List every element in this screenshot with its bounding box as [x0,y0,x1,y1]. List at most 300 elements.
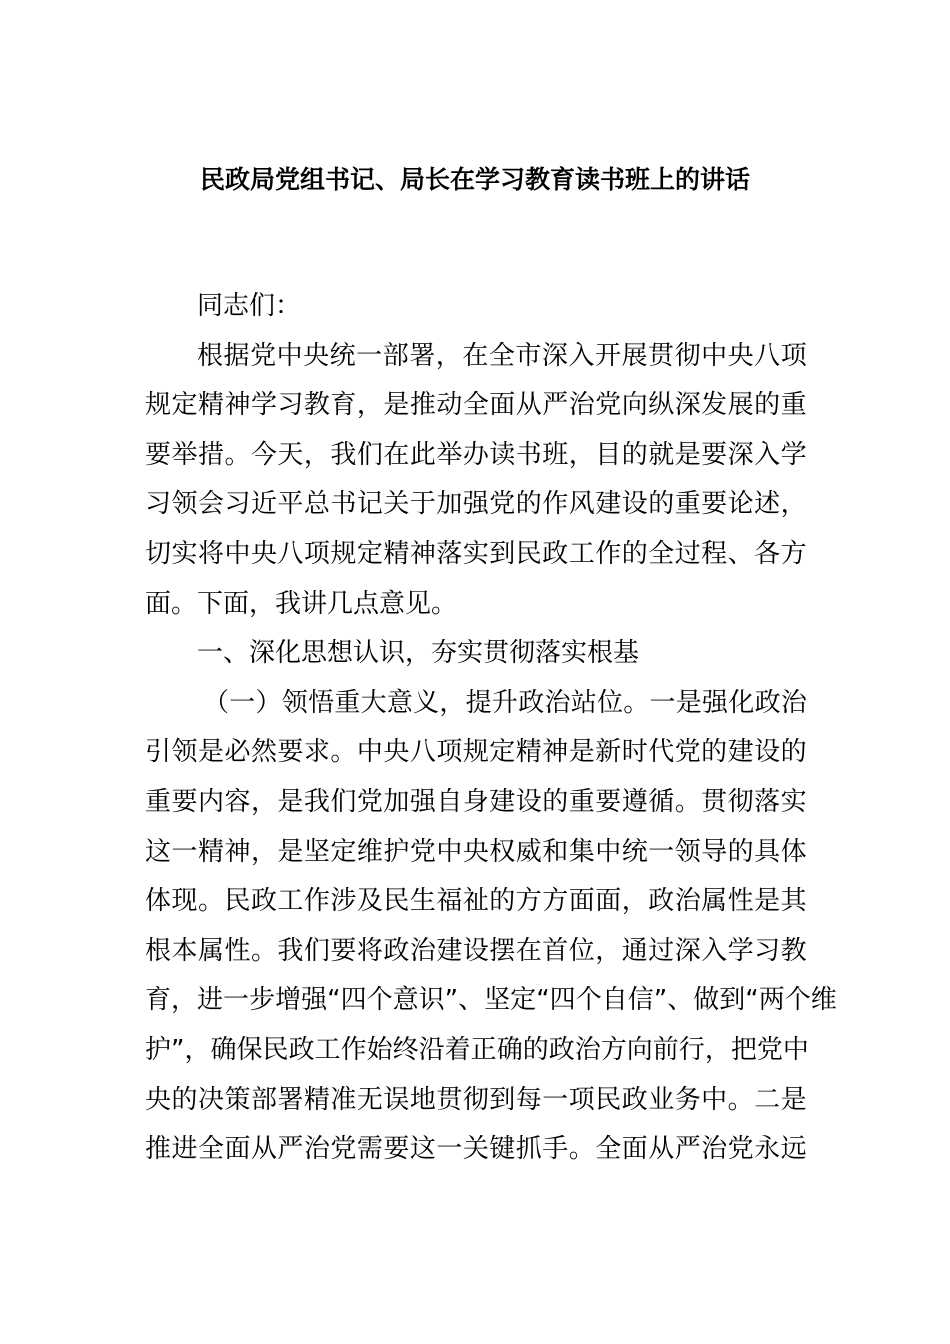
text-char: ， [439,687,466,718]
text-char: 属 [701,886,728,917]
text-char: 治 [303,1134,330,1165]
paragraph-line [145,381,807,431]
text-char: 抓 [515,1134,542,1165]
text-char: 属 [197,935,224,966]
text-char: 书 [515,439,542,470]
text-char: 的 [621,439,648,470]
text-char: ， [435,340,462,371]
text-char: 在 [462,340,489,371]
text-char: 意 [386,687,413,718]
text-char: 推 [145,1134,172,1165]
text-char: 实 [780,786,807,817]
text-char: 治 [409,935,436,966]
text-char: 今 [250,439,277,470]
text-char: 大 [360,687,387,718]
paragraph-line [145,728,807,778]
text-char: 一 [542,1084,569,1115]
text-char: 识 [418,985,445,1016]
text-char: 记 [356,489,383,520]
text-char: 治 [568,390,595,421]
text-char: 项 [568,1084,595,1115]
text-char: 关 [462,1134,489,1165]
text-char: 重 [568,786,595,817]
text-char: 护 [145,1034,172,1065]
text-char: 是 [675,687,702,718]
text-char: 的 [648,489,675,520]
text-char: 党 [674,737,701,768]
text-char: 央 [462,836,489,867]
text-char: 举 [171,439,198,470]
text-char: 工 [568,538,595,569]
text-char: 要 [277,737,304,768]
text-char: 祉 [462,886,489,917]
text-char: 增 [275,985,302,1016]
text-char: 此 [409,439,436,470]
text-char: 育 [145,985,172,1016]
text-char: 习 [224,489,251,520]
text-char: 要 [701,439,728,470]
text-char: 要 [701,489,728,520]
text-char: 入 [701,935,728,966]
text-char: 重 [334,687,361,718]
text-char: 涉 [330,886,357,917]
text-char: 贯 [701,786,728,817]
text-char: ， [250,836,277,867]
text-char: 八 [409,737,436,768]
text-char: 性 [727,886,754,917]
text-char: 习 [754,935,781,966]
text-char: 中 [276,340,303,371]
text-char: 。 [623,687,650,718]
text-char: 确 [210,1034,237,1065]
text-char: 业 [648,1084,675,1115]
text-char: 项 [780,340,807,371]
text-char: “ [327,985,341,1016]
text-char: 央 [145,1084,172,1115]
text-char: 党 [489,489,516,520]
text-char: 严 [277,1134,304,1165]
text-char: ， [303,439,330,470]
text-char: 是 [277,836,304,867]
text-char: 是 [197,737,224,768]
text-char: 建 [489,786,516,817]
text-char: 的 [171,1084,198,1115]
text-char: 个 [784,985,811,1016]
text-char: 建 [436,935,463,966]
text-char: 程 [701,538,728,569]
text-char: 重 [780,390,807,421]
text-char: 实 [462,538,489,569]
text-char: 政 [621,1084,648,1115]
text-char: 党 [409,836,436,867]
text-char: 党 [356,786,383,817]
text-char: 无 [356,1084,383,1115]
text-char: 维 [810,985,837,1016]
text-char: 悟 [308,687,335,718]
text-char: 每 [515,1084,542,1115]
text-char: 政 [754,687,781,718]
text-char: 党 [330,1134,357,1165]
section-heading: 一、深化思想认识，夯实贯彻落实根基 [197,638,640,669]
text-char: 是 [780,1084,807,1115]
document-title: 民政局党组书记、局长在学习教育读书班上的讲话 [199,165,750,194]
text-char: “ [536,985,550,1016]
paragraph-line [145,480,807,530]
text-char: 关 [383,489,410,520]
text-char: 误 [383,1084,410,1115]
text-char: 沿 [418,1034,445,1065]
text-char: 天 [277,439,304,470]
text-char: 设 [462,935,489,966]
text-char: 、 [458,985,485,1016]
text-char: 各 [754,538,781,569]
text-char: 循 [648,786,675,817]
text-char: 着 [444,1034,471,1065]
text-char: 定 [171,390,198,421]
text-char: 民 [383,886,410,917]
text-char: 一 [649,687,676,718]
text-char: ， [704,1034,731,1065]
paragraph-line [145,1125,807,1175]
text-char: 将 [356,935,383,966]
text-char: 建 [595,489,622,520]
text-char: 务 [674,1084,701,1115]
text-char: 习 [145,489,172,520]
text-char: 精 [303,1084,330,1115]
text-char: 二 [754,1084,781,1115]
text-char: 四 [549,985,576,1016]
text-char: 贯 [648,340,675,371]
text-char: 。 [568,1134,595,1165]
text-char: 工 [314,1034,341,1065]
text-char: 容 [224,786,251,817]
paragraph-line [145,778,807,828]
text-char: 终 [392,1034,419,1065]
text-char: 是 [754,886,781,917]
text-char: 规 [145,390,172,421]
text-char: 强 [301,985,328,1016]
text-char: 贯 [436,1084,463,1115]
text-char: 规 [462,737,489,768]
text-char: 部 [382,340,409,371]
text-char: 步 [249,985,276,1016]
text-char: 将 [197,538,224,569]
text-char: 强 [462,489,489,520]
text-char: 。 [674,786,701,817]
text-char: 策 [224,1084,251,1115]
text-char: 内 [197,786,224,817]
text-char: 作 [595,538,622,569]
text-char: 们 [303,935,330,966]
text-char: 义 [413,687,440,718]
text-char: 中 [701,340,728,371]
text-char: 护 [383,836,410,867]
text-char: 体 [780,836,807,867]
text-char: 中 [224,538,251,569]
text-char: 政 [648,886,675,917]
text-char: 民 [595,1084,622,1115]
text-char: 班 [542,439,569,470]
text-char: ， [595,935,622,966]
text-char: ” [653,985,668,1016]
text-char: 办 [462,439,489,470]
text-char: 必 [224,737,251,768]
text-char: 保 [236,1034,263,1065]
text-char: 彻 [727,786,754,817]
text-char: 党 [756,1034,783,1065]
text-char: 手 [542,1134,569,1165]
text-char: 然 [250,737,277,768]
text-char: 神 [224,836,251,867]
text-char: 在 [515,935,542,966]
text-char: 是 [568,737,595,768]
text-char: 党 [250,340,277,371]
text-char: 设 [515,786,542,817]
text-char: 要 [171,786,198,817]
text-char: 和 [542,836,569,867]
text-char: 署 [277,1084,304,1115]
text-char: 重 [674,489,701,520]
text-char: 性 [224,935,251,966]
text-char: 强 [409,786,436,817]
text-char: 行 [678,1034,705,1065]
text-char: 党 [727,1134,754,1165]
text-char: 治 [544,687,571,718]
text-char: 全 [648,538,675,569]
text-char: 治 [574,1034,601,1065]
text-char: 面 [621,1134,648,1165]
text-char: ， [356,390,383,421]
text-char: 领 [281,687,308,718]
paragraph-line [145,828,807,878]
text-char: 。 [224,439,251,470]
text-char: 其 [780,886,807,917]
subsection-line [145,679,807,729]
text-char: 政 [288,1034,315,1065]
text-char: 全 [197,1134,224,1165]
text-char: 维 [356,836,383,867]
text-char: 建 [727,737,754,768]
text-char: 地 [409,1084,436,1115]
text-char: 于 [409,489,436,520]
text-char: 总 [303,489,330,520]
text-char: 进 [171,1134,198,1165]
text-char: 定 [489,737,516,768]
text-char: 。 [727,1084,754,1115]
text-char: ， [184,1034,211,1065]
text-char: 落 [436,538,463,569]
text-char: 政 [250,886,277,917]
text-char: 一 [223,985,250,1016]
text-char: 坚 [484,985,511,1016]
text-char: 落 [754,786,781,817]
text-char: 本 [171,935,198,966]
text-char: 身 [462,786,489,817]
text-char: 一 [356,340,383,371]
text-char: 的 [489,886,516,917]
text-char: 全 [488,340,515,371]
text-char: 的 [754,390,781,421]
text-char: 升 [491,687,518,718]
text-char: 部 [250,1084,277,1115]
text-char: ， [171,985,198,1016]
text-char: 党 [595,390,622,421]
text-char: 位 [568,935,595,966]
text-char: 会 [197,489,224,520]
text-char: 准 [330,1084,357,1115]
text-char: 民 [262,1034,289,1065]
text-char: 、 [727,538,754,569]
text-char: 这 [145,836,172,867]
text-char: 我 [277,935,304,966]
text-char: 提 [465,687,492,718]
text-char: 需 [356,1134,383,1165]
text-char: ” [444,985,459,1016]
text-char: 到 [489,538,516,569]
text-char: （ [203,687,230,718]
text-char: 是 [277,786,304,817]
text-char: 定 [510,985,537,1016]
text-char: 学 [727,935,754,966]
paragraph-line [145,877,807,927]
paragraph-line [145,927,807,977]
text-char: 。 [330,737,357,768]
text-char: 一 [171,836,198,867]
text-char: 加 [436,489,463,520]
text-char: 论 [727,489,754,520]
text-char: 面 [489,390,516,421]
text-char: 设 [621,489,648,520]
text-char: 意 [392,985,419,1016]
text-char: 这 [409,1134,436,1165]
text-char: 就 [648,439,675,470]
text-char: 时 [621,737,648,768]
text-char: 新 [595,737,622,768]
text-char: 作 [340,1034,367,1065]
text-char: 中 [436,836,463,867]
text-char: 教 [780,935,807,966]
text-char: 平 [277,489,304,520]
text-char: 强 [702,687,729,718]
text-char: 深 [727,439,754,470]
text-char: 民 [515,538,542,569]
text-char: 学 [780,439,807,470]
text-char: 进 [197,985,224,1016]
text-char: 坚 [303,836,330,867]
text-char: 市 [515,340,542,371]
text-char: 推 [409,390,436,421]
paragraph-line [145,431,807,481]
paragraph-line [145,976,837,1026]
text-char: 的 [727,836,754,867]
text-char: 精 [515,737,542,768]
text-char: 工 [277,886,304,917]
text-char: 彻 [674,340,701,371]
text-char: 个 [366,985,393,1016]
text-char: 近 [250,489,277,520]
text-char: 信 [627,985,654,1016]
text-char: ） [255,687,282,718]
text-char: 到 [489,1084,516,1115]
text-char: 八 [277,538,304,569]
text-char: 面 [568,886,595,917]
text-char: 治 [674,886,701,917]
text-char: 项 [436,737,463,768]
text-char: 政 [383,935,410,966]
text-char: 中 [701,1084,728,1115]
text-char: 的 [515,489,542,520]
text-char: 深 [541,340,568,371]
text-char: 深 [674,935,701,966]
text-char: 决 [197,1084,224,1115]
text-char: ， [621,886,648,917]
text-char: 切 [145,538,172,569]
text-char: 四 [340,985,367,1016]
text-char: 集 [568,836,595,867]
text-char: 威 [515,836,542,867]
text-char: 是 [674,439,701,470]
text-char: 书 [330,489,357,520]
text-char: 引 [145,737,172,768]
text-char: 我 [303,786,330,817]
text-char: 精 [383,538,410,569]
text-char: 及 [356,886,383,917]
text-char: 作 [542,489,569,520]
text-char: 现 [171,886,198,917]
text-char: 向 [626,1034,653,1065]
text-char: 一 [436,1134,463,1165]
text-char: 治 [701,1134,728,1165]
text-char: 中 [595,836,622,867]
text-char: 根 [145,935,172,966]
paragraph-line [145,1076,807,1126]
text-char: 央 [727,340,754,371]
text-char: 方 [515,886,542,917]
text-char: 化 [728,687,755,718]
text-char: 定 [330,836,357,867]
text-char: 位 [596,687,623,718]
text-char: 风 [568,489,595,520]
text-char: 开 [594,340,621,371]
text-char: ， [250,786,277,817]
text-char: 加 [383,786,410,817]
text-char: 署 [409,340,436,371]
text-char: 的 [780,737,807,768]
text-char: 央 [303,340,330,371]
text-char: 展 [727,390,754,421]
text-char: 。 [197,886,224,917]
text-char: 中 [356,737,383,768]
text-char: 键 [489,1134,516,1165]
text-char: 精 [197,836,224,867]
text-char: 神 [409,538,436,569]
text-char: 统 [329,340,356,371]
text-char: 政 [542,538,569,569]
text-char: 方 [600,1034,627,1065]
text-char: 定 [356,538,383,569]
text-char: 从 [648,1134,675,1165]
text-char: 向 [621,390,648,421]
text-char: 政 [548,1034,575,1065]
text-char: 始 [366,1034,393,1065]
text-char: 具 [754,836,781,867]
text-char: 展 [621,340,648,371]
text-char: 们 [330,786,357,817]
text-char: 全 [462,390,489,421]
text-char: 求 [303,737,330,768]
text-char: 自 [436,786,463,817]
text-char: 我 [330,439,357,470]
